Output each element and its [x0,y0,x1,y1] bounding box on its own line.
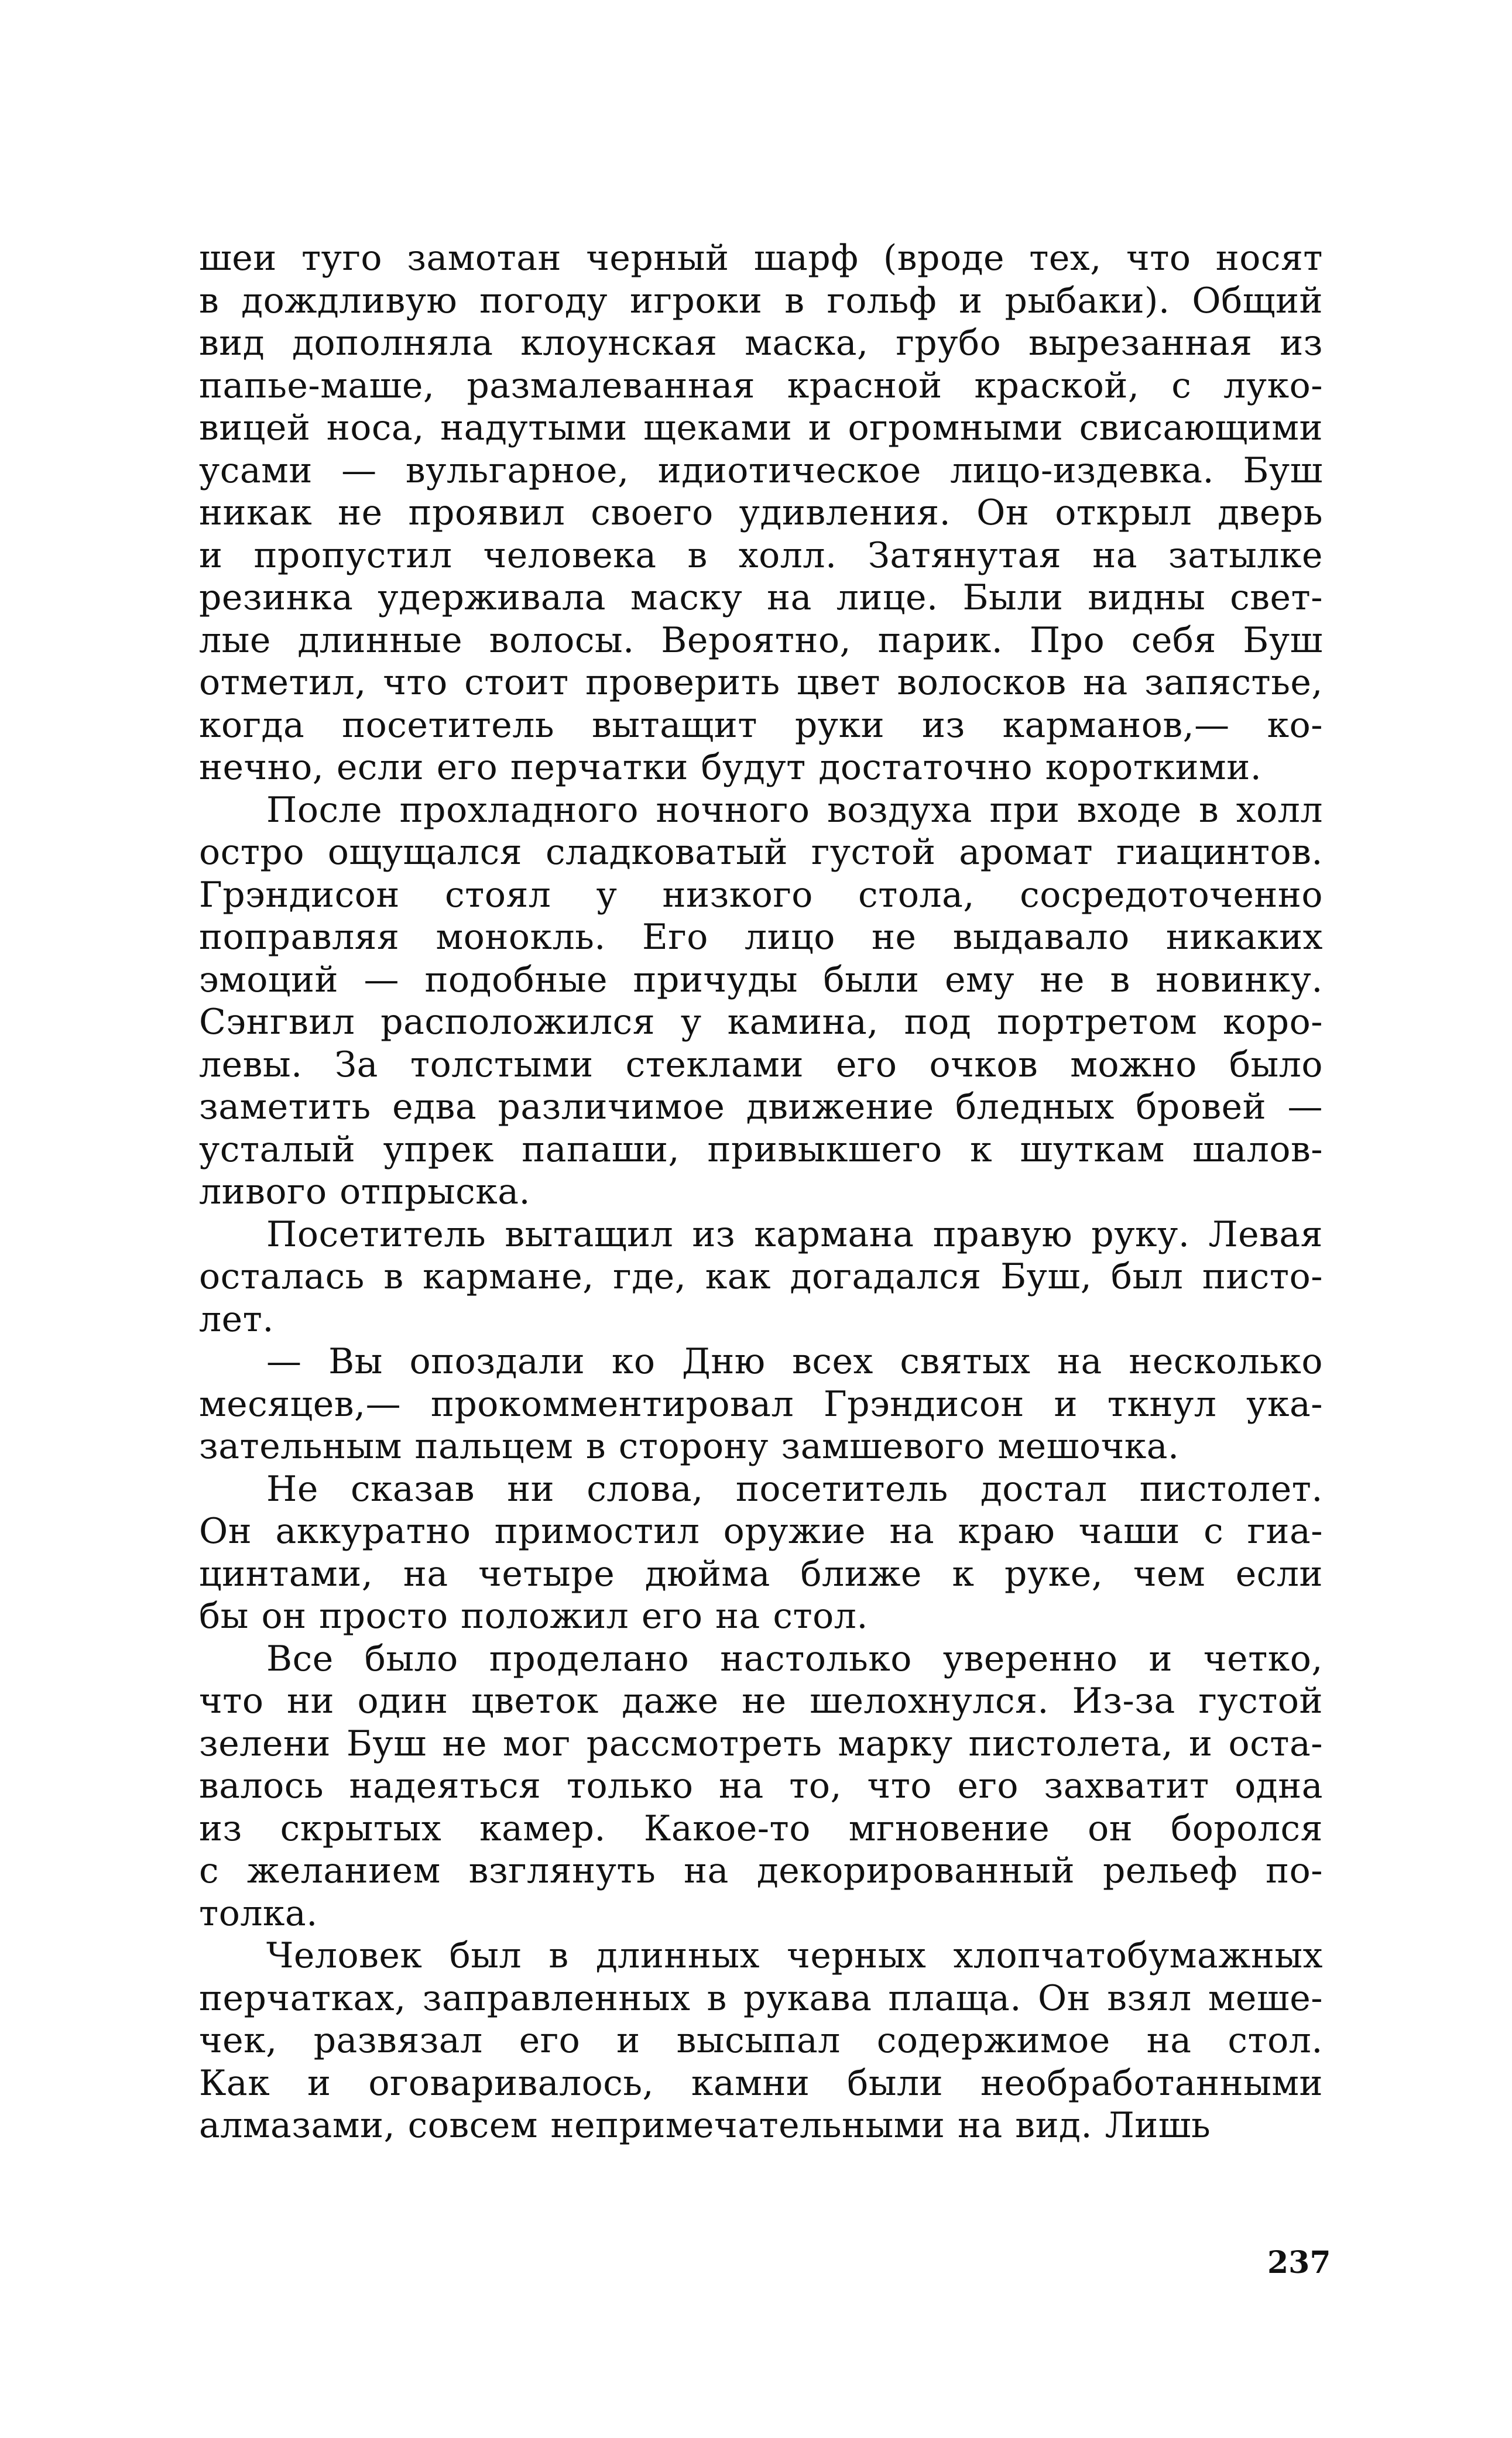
text-line: и пропустил человека в холл. Затянутая на затылке [199,534,1323,576]
text-line: с желанием взглянуть на декорированный рельеф по- [199,1850,1323,1891]
text-line: Как и оговаривалось, камни были необработанными [199,2062,1323,2104]
text-line: вид дополняла клоунская маска, грубо вырезанная из [199,323,1323,364]
text-line: когда посетитель вытащит руки из карманов,— ко- [199,704,1323,746]
text-line: цинтами, на четыре дюйма ближе к руке, чем если [199,1553,1323,1595]
text-line: поправляя монокль. Его лицо не выдавало никаких [199,917,1323,958]
body-text [199,237,1323,2147]
text-line: заметить едва различимое движение бледных бровей — [199,1086,1323,1127]
text-line: месяцев,— прокомментировал Грэндисон и ткнул ука- [199,1383,1323,1425]
text-line: Сэнгвил расположился у камина, под портретом коро- [199,1002,1323,1043]
text-line: лые длинные волосы. Вероятно, парик. Про себя Буш [199,619,1323,661]
text-line: вицей носа, надутыми щеками и огромными свисающими [199,407,1323,448]
text-line: бы он просто положил его на стол. [199,1596,868,1637]
text-line: — Вы опоздали ко Дню всех святых на несколько [266,1341,1323,1382]
paragraph [199,1213,1323,1341]
text-line: Грэндисон стоял у низкого стола, сосредоточенно [199,874,1323,915]
text-line: отметил, что стоит проверить цвет волосков на запястье, [199,662,1323,703]
text-line: валось надеяться только на то, что его захватит одна [199,1765,1323,1806]
text-line: ливого отпрыска. [199,1171,531,1212]
text-line: зательным пальцем в сторону замшевого мешочка. [199,1426,1180,1467]
text-line: толка. [199,1892,318,1934]
text-line: Человек был в длинных черных хлопчатобумажных [266,1935,1323,1976]
text-line: перчатках, заправленных в рукава плаща. Он взял меше- [199,1977,1323,2019]
text-line: что ни один цветок даже не шелохнулся. Из-за густой [199,1681,1323,1722]
text-line: шеи туго замотан черный шарф (вроде тех, что носят [199,238,1323,279]
text-line: эмоций — подобные причуды были ему не в новинку. [199,959,1323,1000]
text-line: лет. [199,1298,274,1340]
text-line: Не сказав ни слова, посетитель достал пистолет. [266,1468,1323,1510]
text-line: алмазами, совсем непримечательными на вид. Лишь [199,2105,1211,2146]
paragraph [199,789,1323,1213]
text-line: усами — вульгарное, идиотическое лицо-издевка. Буш [199,450,1323,491]
text-line: усталый упрек папаши, привыкшего к шуткам шалов- [199,1129,1323,1170]
text-line: Посетитель вытащил из кармана правую руку. Левая [266,1213,1323,1255]
paragraph [199,1638,1323,1935]
text-line: папье-маше, размалеванная красной краской, с луко- [199,365,1323,406]
text-line: зелени Буш не мог рассмотреть марку пистолета, и оста- [199,1723,1323,1764]
text-line: остро ощущался сладковатый густой аромат гиацинтов. [199,832,1323,873]
paragraph [199,1468,1323,1638]
text-line: из скрытых камер. Какое-то мгновение он боролся [199,1808,1323,1849]
text-line: чек, развязал его и высыпал содержимое на стол. [199,2020,1323,2061]
page-number: 237 [1267,2245,1331,2281]
text-line: в дождливую погоду игроки в гольф и рыбаки). Общий [199,280,1323,321]
text-line: Все было проделано настолько уверенно и четко, [266,1638,1323,1679]
paragraph [199,1340,1323,1468]
paragraph [199,1935,1323,2147]
paragraph [199,237,1323,789]
text-line: осталась в кармане, где, как догадался Буш, был писто- [199,1256,1323,1297]
text-line: После прохладного ночного воздуха при входе в холл [266,789,1323,831]
text-line: Он аккуратно примостил оружие на краю чаши с гиа- [199,1511,1323,1552]
text-line: никак не проявил своего удивления. Он открыл дверь [199,492,1323,533]
text-line: левы. За толстыми стеклами его очков можно было [199,1044,1323,1085]
text-line: нечно, если его перчатки будут достаточно короткими. [199,747,1262,788]
text-line: резинка удерживала маску на лице. Были видны свет- [199,577,1323,618]
